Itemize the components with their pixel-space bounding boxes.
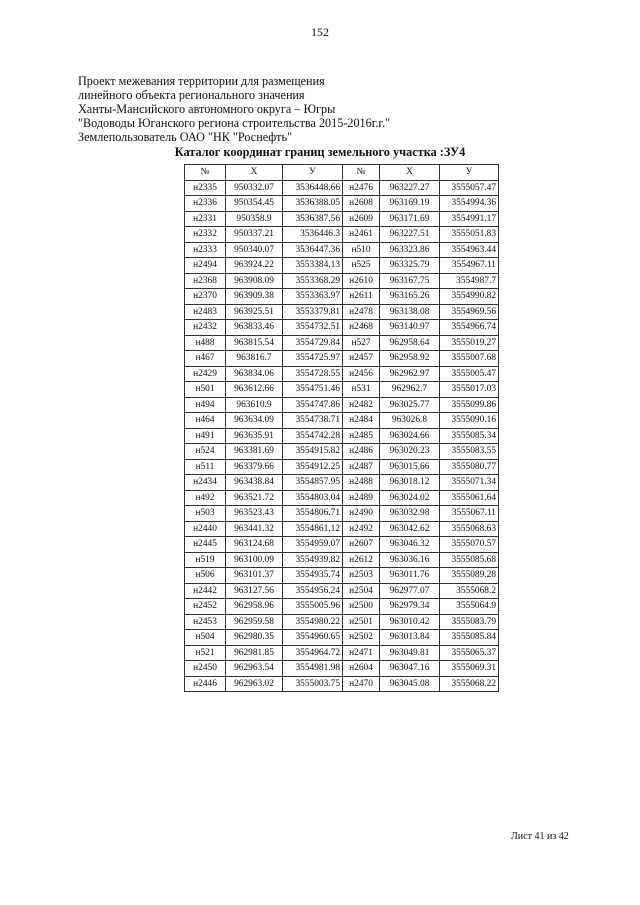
x-coordinate-cell: 963036.16 xyxy=(380,552,440,568)
point-number-cell: н2504 xyxy=(343,583,380,599)
point-number-cell: н2492 xyxy=(343,521,380,537)
y-coordinate-cell: 3555007.68 xyxy=(440,351,499,367)
point-number-cell: н491 xyxy=(185,428,226,444)
table-row xyxy=(185,320,499,336)
y-coordinate-cell: 3554803.04 xyxy=(283,490,343,506)
y-coordinate-cell: 3554939.82 xyxy=(283,552,343,568)
table-row xyxy=(185,614,499,630)
y-coordinate-cell: 3554935.74 xyxy=(283,568,343,584)
y-coordinate-cell: 3554729.84 xyxy=(283,335,343,351)
x-coordinate-cell: 963049.81 xyxy=(380,645,440,661)
x-coordinate-cell: 963010.42 xyxy=(380,614,440,630)
header-line: "Водоводы Юганского региона строительства 2015-2016г.г." xyxy=(78,116,391,130)
x-coordinate-cell: 963025.77 xyxy=(380,397,440,413)
x-coordinate-cell: 963438.84 xyxy=(226,475,283,491)
point-number-cell: н2478 xyxy=(343,304,380,320)
x-coordinate-cell: 963323.86 xyxy=(380,242,440,258)
point-number-cell: н2476 xyxy=(343,180,380,196)
x-coordinate-cell: 962958.92 xyxy=(380,351,440,367)
sheet-label: Лист 41 из 42 xyxy=(511,831,569,842)
y-coordinate-cell: 3555080.77 xyxy=(440,459,499,475)
y-coordinate-cell: 3555085.68 xyxy=(440,552,499,568)
point-number-cell: н2483 xyxy=(185,304,226,320)
y-coordinate-cell: 3555089.28 xyxy=(440,568,499,584)
point-number-cell: н531 xyxy=(343,382,380,398)
point-number-cell: н2494 xyxy=(185,258,226,274)
x-coordinate-cell: 963381.69 xyxy=(226,444,283,460)
y-coordinate-cell: 3536387.56 xyxy=(283,211,343,227)
y-coordinate-cell: 3554956.24 xyxy=(283,583,343,599)
table-row xyxy=(185,196,499,212)
table-row xyxy=(185,630,499,646)
x-coordinate-cell: 963833.46 xyxy=(226,320,283,336)
y-coordinate-cell: 3555005.47 xyxy=(440,366,499,382)
point-number-cell: н2484 xyxy=(343,413,380,429)
y-coordinate-cell: 3554994.36 xyxy=(440,196,499,212)
x-coordinate-cell: 963042.62 xyxy=(380,521,440,537)
point-number-cell: н2486 xyxy=(343,444,380,460)
x-coordinate-cell: 963020.23 xyxy=(380,444,440,460)
point-number-cell: н2470 xyxy=(343,676,380,692)
point-number-cell: н2331 xyxy=(185,211,226,227)
header-line: Ханты-Мансийского автономного округа – Югры xyxy=(78,102,336,116)
y-coordinate-cell: 3555051.83 xyxy=(440,227,499,243)
y-coordinate-cell: 3554963.44 xyxy=(440,242,499,258)
point-number-cell: н2429 xyxy=(185,366,226,382)
table-row xyxy=(185,397,499,413)
point-number-cell: н2445 xyxy=(185,537,226,553)
x-coordinate-cell: 963227.27 xyxy=(380,180,440,196)
x-coordinate-cell: 963634.09 xyxy=(226,413,283,429)
coordinates-table xyxy=(184,164,499,692)
point-number-cell: н504 xyxy=(185,630,226,646)
table-row xyxy=(185,351,499,367)
x-coordinate-cell: 963521.72 xyxy=(226,490,283,506)
point-number-cell: н2485 xyxy=(343,428,380,444)
point-number-cell: н464 xyxy=(185,413,226,429)
header-line: линейного объекта регионального значения xyxy=(78,88,305,102)
y-coordinate-cell: 3554747.86 xyxy=(283,397,343,413)
table-row xyxy=(185,537,499,553)
point-number-cell: н2461 xyxy=(343,227,380,243)
y-coordinate-cell: 3536388.05 xyxy=(283,196,343,212)
x-coordinate-cell: 963101.37 xyxy=(226,568,283,584)
x-coordinate-cell: 963909.38 xyxy=(226,289,283,305)
table-row xyxy=(185,521,499,537)
x-coordinate-cell: 963925.51 xyxy=(226,304,283,320)
y-coordinate-cell: 3554969.56 xyxy=(440,304,499,320)
x-coordinate-cell: 962962.7 xyxy=(380,382,440,398)
catalog-title: Каталог координат границ земельного участка :ЗУ4 xyxy=(174,145,466,159)
x-coordinate-cell: 963047.16 xyxy=(380,661,440,677)
x-coordinate-cell: 963138.08 xyxy=(380,304,440,320)
x-coordinate-cell: 963018.12 xyxy=(380,475,440,491)
x-coordinate-cell: 963015.66 xyxy=(380,459,440,475)
table-row xyxy=(185,552,499,568)
point-number-cell: н511 xyxy=(185,459,226,475)
table-row xyxy=(185,180,499,196)
table-row xyxy=(185,506,499,522)
point-number-cell: н501 xyxy=(185,382,226,398)
point-number-cell: н2452 xyxy=(185,599,226,615)
point-number-cell: н2370 xyxy=(185,289,226,305)
x-coordinate-cell: 950340.07 xyxy=(226,242,283,258)
x-coordinate-cell: 963124.68 xyxy=(226,537,283,553)
table-row xyxy=(185,599,499,615)
table-row xyxy=(185,444,499,460)
x-coordinate-cell: 962981.85 xyxy=(226,645,283,661)
x-coordinate-cell: 963045.08 xyxy=(380,676,440,692)
point-number-cell: н2368 xyxy=(185,273,226,289)
x-coordinate-cell: 963046.32 xyxy=(380,537,440,553)
y-coordinate-cell: 3554987.7 xyxy=(440,273,499,289)
point-number-cell: н2489 xyxy=(343,490,380,506)
x-coordinate-cell: 963100.09 xyxy=(226,552,283,568)
point-number-cell: н2335 xyxy=(185,180,226,196)
y-coordinate-cell: 3554732.51 xyxy=(283,320,343,336)
header-number: № xyxy=(343,165,380,181)
y-coordinate-cell: 3555065.37 xyxy=(440,645,499,661)
y-coordinate-cell: 3554991.17 xyxy=(440,211,499,227)
y-coordinate-cell: 3555085.34 xyxy=(440,428,499,444)
x-coordinate-cell: 963140.97 xyxy=(380,320,440,336)
point-number-cell: н2442 xyxy=(185,583,226,599)
y-coordinate-cell: 3555083.55 xyxy=(440,444,499,460)
table-row xyxy=(185,428,499,444)
x-coordinate-cell: 963227.51 xyxy=(380,227,440,243)
point-number-cell: н2432 xyxy=(185,320,226,336)
point-number-cell: н521 xyxy=(185,645,226,661)
y-coordinate-cell: 3554751.46 xyxy=(283,382,343,398)
point-number-cell: н2333 xyxy=(185,242,226,258)
point-number-cell: н524 xyxy=(185,444,226,460)
y-coordinate-cell: 3553363.97 xyxy=(283,289,343,305)
x-coordinate-cell: 963325.79 xyxy=(380,258,440,274)
table-row xyxy=(185,273,499,289)
point-number-cell: н2453 xyxy=(185,614,226,630)
y-coordinate-cell: 3554915.82 xyxy=(283,444,343,460)
point-number-cell: н503 xyxy=(185,506,226,522)
y-coordinate-cell: 3555064.9 xyxy=(440,599,499,615)
table-row xyxy=(185,676,499,692)
x-coordinate-cell: 950354.45 xyxy=(226,196,283,212)
header-line: Землепользователь ОАО "НК "Роснефть" xyxy=(78,130,293,144)
table-row xyxy=(185,258,499,274)
y-coordinate-cell: 3554728.55 xyxy=(283,366,343,382)
y-coordinate-cell: 3555068.63 xyxy=(440,521,499,537)
y-coordinate-cell: 3555068.2 xyxy=(440,583,499,599)
header-y: У xyxy=(283,165,343,181)
point-number-cell: н2612 xyxy=(343,552,380,568)
y-coordinate-cell: 3536446.3 xyxy=(283,227,343,243)
point-number-cell: н2457 xyxy=(343,351,380,367)
x-coordinate-cell: 963441.32 xyxy=(226,521,283,537)
y-coordinate-cell: 3554861.12 xyxy=(283,521,343,537)
header-x: X xyxy=(226,165,283,181)
y-coordinate-cell: 3536447.36 xyxy=(283,242,343,258)
x-coordinate-cell: 963171.69 xyxy=(380,211,440,227)
point-number-cell: н2604 xyxy=(343,661,380,677)
y-coordinate-cell: 3555005.96 xyxy=(283,599,343,615)
point-number-cell: н492 xyxy=(185,490,226,506)
table-row xyxy=(185,304,499,320)
table-row xyxy=(185,382,499,398)
y-coordinate-cell: 3555099.86 xyxy=(440,397,499,413)
x-coordinate-cell: 963024.02 xyxy=(380,490,440,506)
point-number-cell: н2487 xyxy=(343,459,380,475)
y-coordinate-cell: 3555061.64 xyxy=(440,490,499,506)
x-coordinate-cell: 962962.97 xyxy=(380,366,440,382)
table-row xyxy=(185,475,499,491)
point-number-cell: н2450 xyxy=(185,661,226,677)
x-coordinate-cell: 963523.43 xyxy=(226,506,283,522)
x-coordinate-cell: 963816.7 xyxy=(226,351,283,367)
point-number-cell: н2471 xyxy=(343,645,380,661)
y-coordinate-cell: 3555068.22 xyxy=(440,676,499,692)
point-number-cell: н2336 xyxy=(185,196,226,212)
y-coordinate-cell: 3555085.84 xyxy=(440,630,499,646)
x-coordinate-cell: 962958.64 xyxy=(380,335,440,351)
x-coordinate-cell: 963024.66 xyxy=(380,428,440,444)
y-coordinate-cell: 3554966.74 xyxy=(440,320,499,336)
header-y: У xyxy=(440,165,499,181)
point-number-cell: н2501 xyxy=(343,614,380,630)
x-coordinate-cell: 962977.07 xyxy=(380,583,440,599)
y-coordinate-cell: 3555083.79 xyxy=(440,614,499,630)
x-coordinate-cell: 950332.07 xyxy=(226,180,283,196)
y-coordinate-cell: 3555067.11 xyxy=(440,506,499,522)
point-number-cell: н2503 xyxy=(343,568,380,584)
table-row xyxy=(185,661,499,677)
point-number-cell: н2440 xyxy=(185,521,226,537)
point-number-cell: н2446 xyxy=(185,676,226,692)
y-coordinate-cell: 3554912.25 xyxy=(283,459,343,475)
table-row xyxy=(185,583,499,599)
x-coordinate-cell: 962959.58 xyxy=(226,614,283,630)
header-line: Проект межевания территории для размещения xyxy=(78,74,325,88)
y-coordinate-cell: 3554981.98 xyxy=(283,661,343,677)
table-row xyxy=(185,490,499,506)
x-coordinate-cell: 963610.9 xyxy=(226,397,283,413)
table-row xyxy=(185,242,499,258)
y-coordinate-cell: 3554742.28 xyxy=(283,428,343,444)
table-row xyxy=(185,289,499,305)
y-coordinate-cell: 3553368.29 xyxy=(283,273,343,289)
y-coordinate-cell: 3555019.27 xyxy=(440,335,499,351)
x-coordinate-cell: 963924.22 xyxy=(226,258,283,274)
table-row xyxy=(185,227,499,243)
y-coordinate-cell: 3554980.22 xyxy=(283,614,343,630)
y-coordinate-cell: 3554806.71 xyxy=(283,506,343,522)
table-row xyxy=(185,568,499,584)
y-coordinate-cell: 3554990.82 xyxy=(440,289,499,305)
point-number-cell: н2502 xyxy=(343,630,380,646)
project-header xyxy=(78,74,390,144)
point-number-cell: н2434 xyxy=(185,475,226,491)
y-coordinate-cell: 3554725.97 xyxy=(283,351,343,367)
y-coordinate-cell: 3554964.72 xyxy=(283,645,343,661)
point-number-cell: н2611 xyxy=(343,289,380,305)
x-coordinate-cell: 963815.54 xyxy=(226,335,283,351)
point-number-cell: н2608 xyxy=(343,196,380,212)
y-coordinate-cell: 3555069.31 xyxy=(440,661,499,677)
x-coordinate-cell: 963612.66 xyxy=(226,382,283,398)
point-number-cell: н2482 xyxy=(343,397,380,413)
y-coordinate-cell: 3554959.07 xyxy=(283,537,343,553)
x-coordinate-cell: 950358.9 xyxy=(226,211,283,227)
point-number-cell: н2607 xyxy=(343,537,380,553)
x-coordinate-cell: 963167.75 xyxy=(380,273,440,289)
x-coordinate-cell: 950337.21 xyxy=(226,227,283,243)
table-row xyxy=(185,335,499,351)
point-number-cell: н2500 xyxy=(343,599,380,615)
table-row xyxy=(185,459,499,475)
x-coordinate-cell: 963013.84 xyxy=(380,630,440,646)
point-number-cell: н519 xyxy=(185,552,226,568)
x-coordinate-cell: 962963.54 xyxy=(226,661,283,677)
y-coordinate-cell: 3536448.66 xyxy=(283,180,343,196)
y-coordinate-cell: 3555057.47 xyxy=(440,180,499,196)
point-number-cell: н510 xyxy=(343,242,380,258)
y-coordinate-cell: 3553379.81 xyxy=(283,304,343,320)
x-coordinate-cell: 963026.8 xyxy=(380,413,440,429)
y-coordinate-cell: 3554857.95 xyxy=(283,475,343,491)
x-coordinate-cell: 962963.02 xyxy=(226,676,283,692)
x-coordinate-cell: 963032.98 xyxy=(380,506,440,522)
y-coordinate-cell: 3555017.03 xyxy=(440,382,499,398)
table-row xyxy=(185,645,499,661)
x-coordinate-cell: 962979.34 xyxy=(380,599,440,615)
point-number-cell: н488 xyxy=(185,335,226,351)
header-x: X xyxy=(380,165,440,181)
x-coordinate-cell: 963908.09 xyxy=(226,273,283,289)
table-row xyxy=(185,413,499,429)
point-number-cell: н2609 xyxy=(343,211,380,227)
x-coordinate-cell: 962958.96 xyxy=(226,599,283,615)
table-row xyxy=(185,211,499,227)
header-number: № xyxy=(185,165,226,181)
x-coordinate-cell: 963169.19 xyxy=(380,196,440,212)
point-number-cell: н494 xyxy=(185,397,226,413)
y-coordinate-cell: 3553384.13 xyxy=(283,258,343,274)
x-coordinate-cell: 963635.91 xyxy=(226,428,283,444)
point-number-cell: н2468 xyxy=(343,320,380,336)
point-number-cell: н527 xyxy=(343,335,380,351)
table-body xyxy=(185,180,499,692)
y-coordinate-cell: 3555003.75 xyxy=(283,676,343,692)
y-coordinate-cell: 3555071.34 xyxy=(440,475,499,491)
x-coordinate-cell: 963011.76 xyxy=(380,568,440,584)
point-number-cell: н2488 xyxy=(343,475,380,491)
point-number-cell: н506 xyxy=(185,568,226,584)
x-coordinate-cell: 962980.35 xyxy=(226,630,283,646)
point-number-cell: н2610 xyxy=(343,273,380,289)
y-coordinate-cell: 3554960.65 xyxy=(283,630,343,646)
x-coordinate-cell: 963165.26 xyxy=(380,289,440,305)
page-number: 152 xyxy=(311,25,329,39)
table-row xyxy=(185,366,499,382)
x-coordinate-cell: 963379.66 xyxy=(226,459,283,475)
y-coordinate-cell: 3554967.11 xyxy=(440,258,499,274)
point-number-cell: н525 xyxy=(343,258,380,274)
point-number-cell: н467 xyxy=(185,351,226,367)
point-number-cell: н2332 xyxy=(185,227,226,243)
point-number-cell: н2490 xyxy=(343,506,380,522)
x-coordinate-cell: 963127.56 xyxy=(226,583,283,599)
point-number-cell: н2456 xyxy=(343,366,380,382)
y-coordinate-cell: 3555070.57 xyxy=(440,537,499,553)
table-header-row xyxy=(185,165,499,181)
y-coordinate-cell: 3555090.16 xyxy=(440,413,499,429)
x-coordinate-cell: 963834.06 xyxy=(226,366,283,382)
y-coordinate-cell: 3554738.71 xyxy=(283,413,343,429)
